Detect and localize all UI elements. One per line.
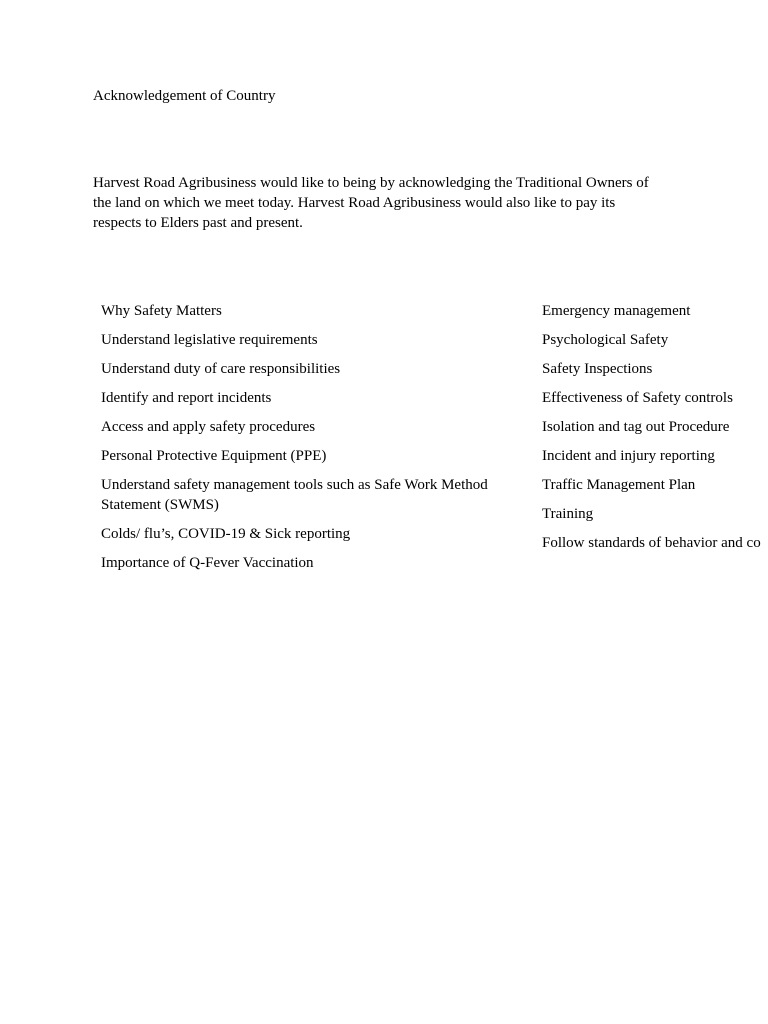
topic-item: Understand duty of care responsibilities [101,361,341,377]
topic-item: Psychological Safety [542,332,669,348]
intro-line: the land on which we meet today. Harvest Road Agribusiness would also like to pay its [93,195,616,211]
safety-topics-right-column [542,301,768,562]
topic-item: Emergency management [542,303,691,319]
intro-line: respects to Elders past and present. [93,215,303,231]
acknowledgement-paragraph [93,173,683,233]
topic-item: Why Safety Matters [101,303,222,319]
topic-item: Colds/ flu’s, COVID-19 & Sick reporting [101,526,351,542]
topic-item: Understand legislative requirements [101,332,318,348]
topic-item: Training [542,506,594,522]
topic-item: Isolation and tag out Procedure [542,419,730,435]
topic-item: Understand safety management tools such as Safe Work Method Statement (SWMS) [101,477,488,513]
intro-line: Harvest Road Agribusiness would like to being by acknowledging the Traditional Owners of [93,175,649,191]
topic-item: Incident and injury reporting [542,448,715,464]
topic-item: Safety Inspections [542,361,653,377]
topic-item: Traffic Management Plan [542,477,696,493]
topic-item: Follow standards of behavior and co [542,535,761,551]
topic-item: Importance of Q-Fever Vaccination [101,555,314,571]
page-title: Acknowledgement of Country [93,88,276,104]
topic-item: Personal Protective Equipment (PPE) [101,448,327,464]
topic-item: Identify and report incidents [101,390,272,406]
topic-item: Access and apply safety procedures [101,419,316,435]
topic-item: Effectiveness of Safety controls [542,390,733,406]
safety-topics-left-column [101,301,521,582]
